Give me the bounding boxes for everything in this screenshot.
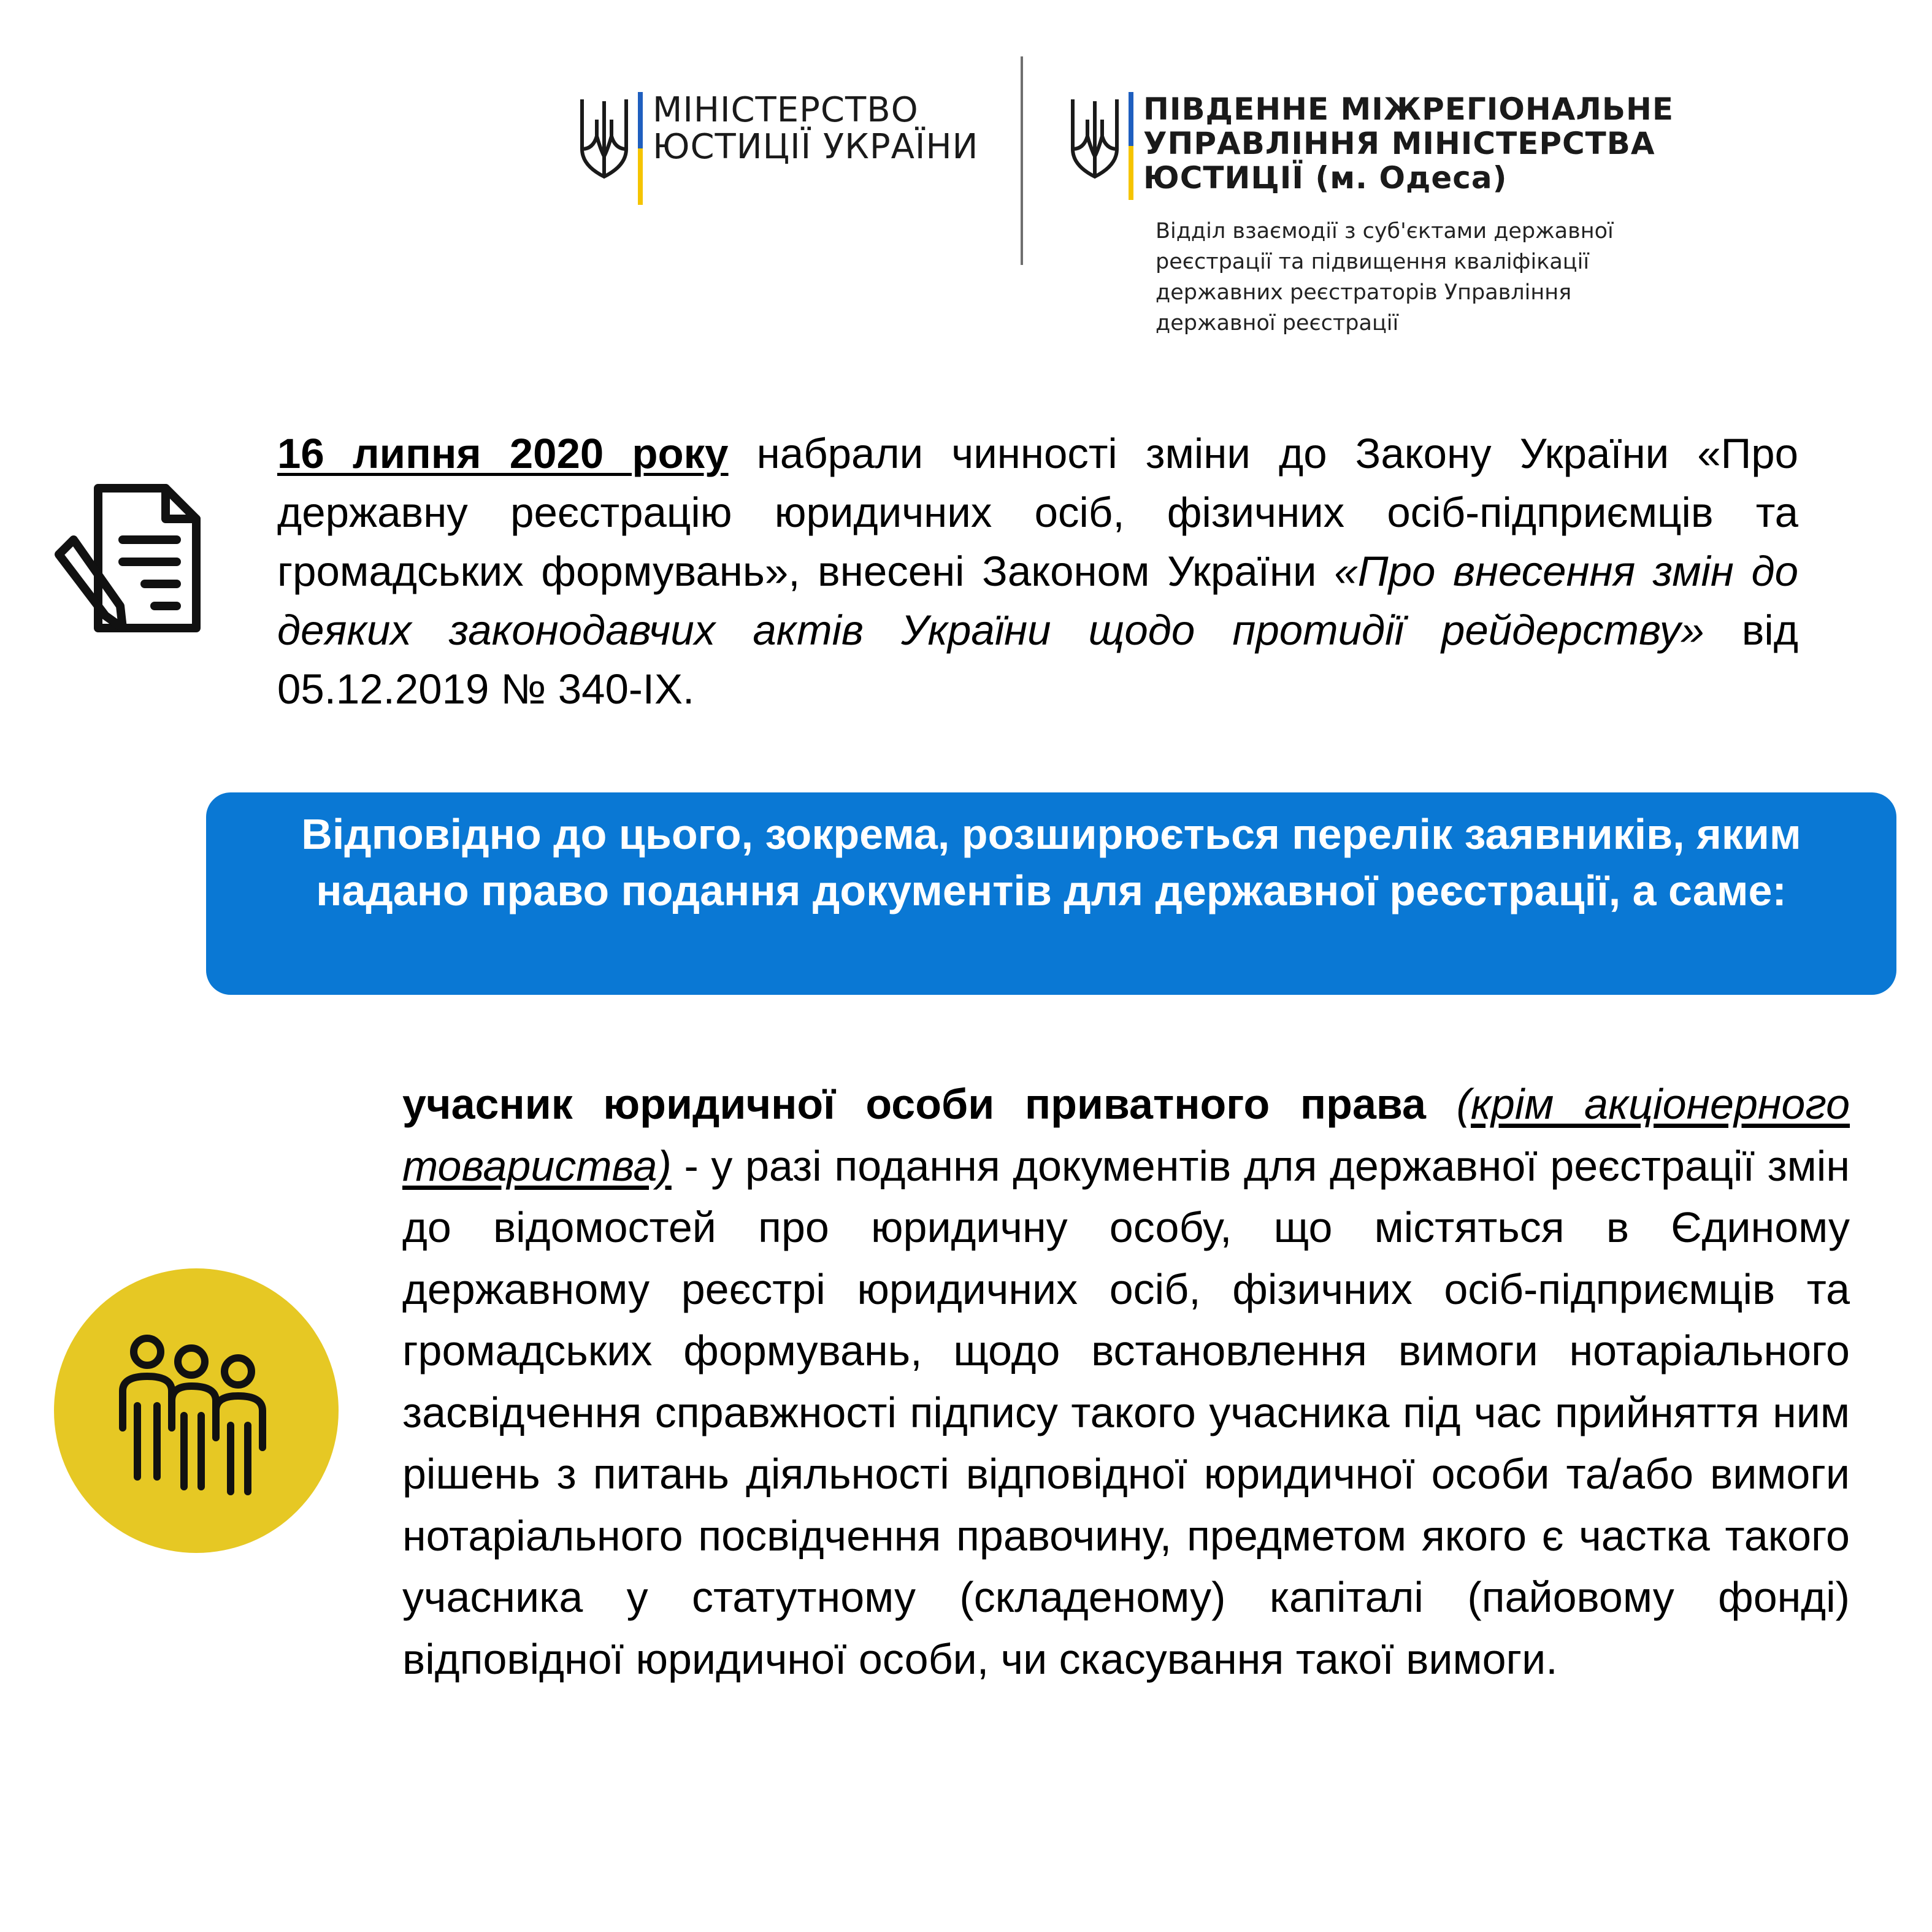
trident-icon (577, 92, 632, 184)
header-divider (1021, 56, 1023, 265)
regional-name-line3: ЮСТИЦІЇ (м. Одеса) (1143, 160, 1508, 196)
regional-office-logo (1067, 92, 1674, 200)
ukraine-flag-bar (638, 92, 643, 205)
department-name: Відділ взаємодії з суб'єктами державної реєстрації та підвищення кваліфікації державних реєстраторів Управління державної реєстрації (1156, 219, 1614, 335)
applicant-exception: (крім акціонерного товариства) (402, 1080, 1850, 1190)
ministry-name-line1: МІНІСТЕРСТВО (653, 90, 919, 130)
applicant-description (402, 1073, 1850, 1690)
people-icon-circle (54, 1268, 339, 1553)
ministry-name-line2: ЮСТИЦІЇ УКРАЇНИ (653, 127, 979, 167)
law-title: «Про внесення змін до деяких законодавчих актів України щодо протидії рейдерству» (277, 548, 1798, 654)
info-banner (206, 792, 1896, 995)
ukraine-flag-bar (1129, 92, 1133, 200)
applicant-conditions: - у разі подання документів для державної реєстрації змін до відомостей про юридичну особу, що містяться в Єдиному державному реєстрі юридичних осіб, фізичних осіб-підприємців та громадських формувань, щодо встановлення вимоги нотаріального засвідчення справжності підпису такого учасника під час прийняття ним рішень з питань діяльності відповідної юридичної особи та/або вимоги нотаріального посвідчення правочину, предметом якого є частка такого учасника у статутному (складеному) капіталі (пайовому фонді) відповідної юридичної особи, чи скасування такої вимоги. (402, 1141, 1850, 1683)
banner-text: Відповідно до цього, зокрема, розширюється перелік заявників, яким надано право подання документів для державної реєстрації, а саме: (301, 810, 1801, 914)
ministry-logo (577, 92, 978, 205)
document-pen-icon (49, 478, 209, 638)
law-reference: від 05.12.2019 № 340-IX. (277, 607, 1799, 713)
intro-text: набрали чинності зміни до Закону України «Про державну реєстрацію юридичних осіб, фізичних осіб-підприємців та громадських формувань», внесені Законом України (277, 430, 1799, 595)
trident-icon (1067, 92, 1122, 184)
effective-date: 16 липня 2020 року (277, 430, 729, 477)
intro-paragraph (277, 424, 1798, 719)
applicant-title: учасник юридичної особи приватного права (402, 1080, 1426, 1128)
regional-name-line2: УПРАВЛІННЯ МІНІСТЕРСТВА (1143, 126, 1655, 161)
people-group-icon (110, 1330, 282, 1495)
regional-name-line1: ПІВДЕННЕ МІЖРЕГІОНАЛЬНЕ (1143, 91, 1674, 127)
